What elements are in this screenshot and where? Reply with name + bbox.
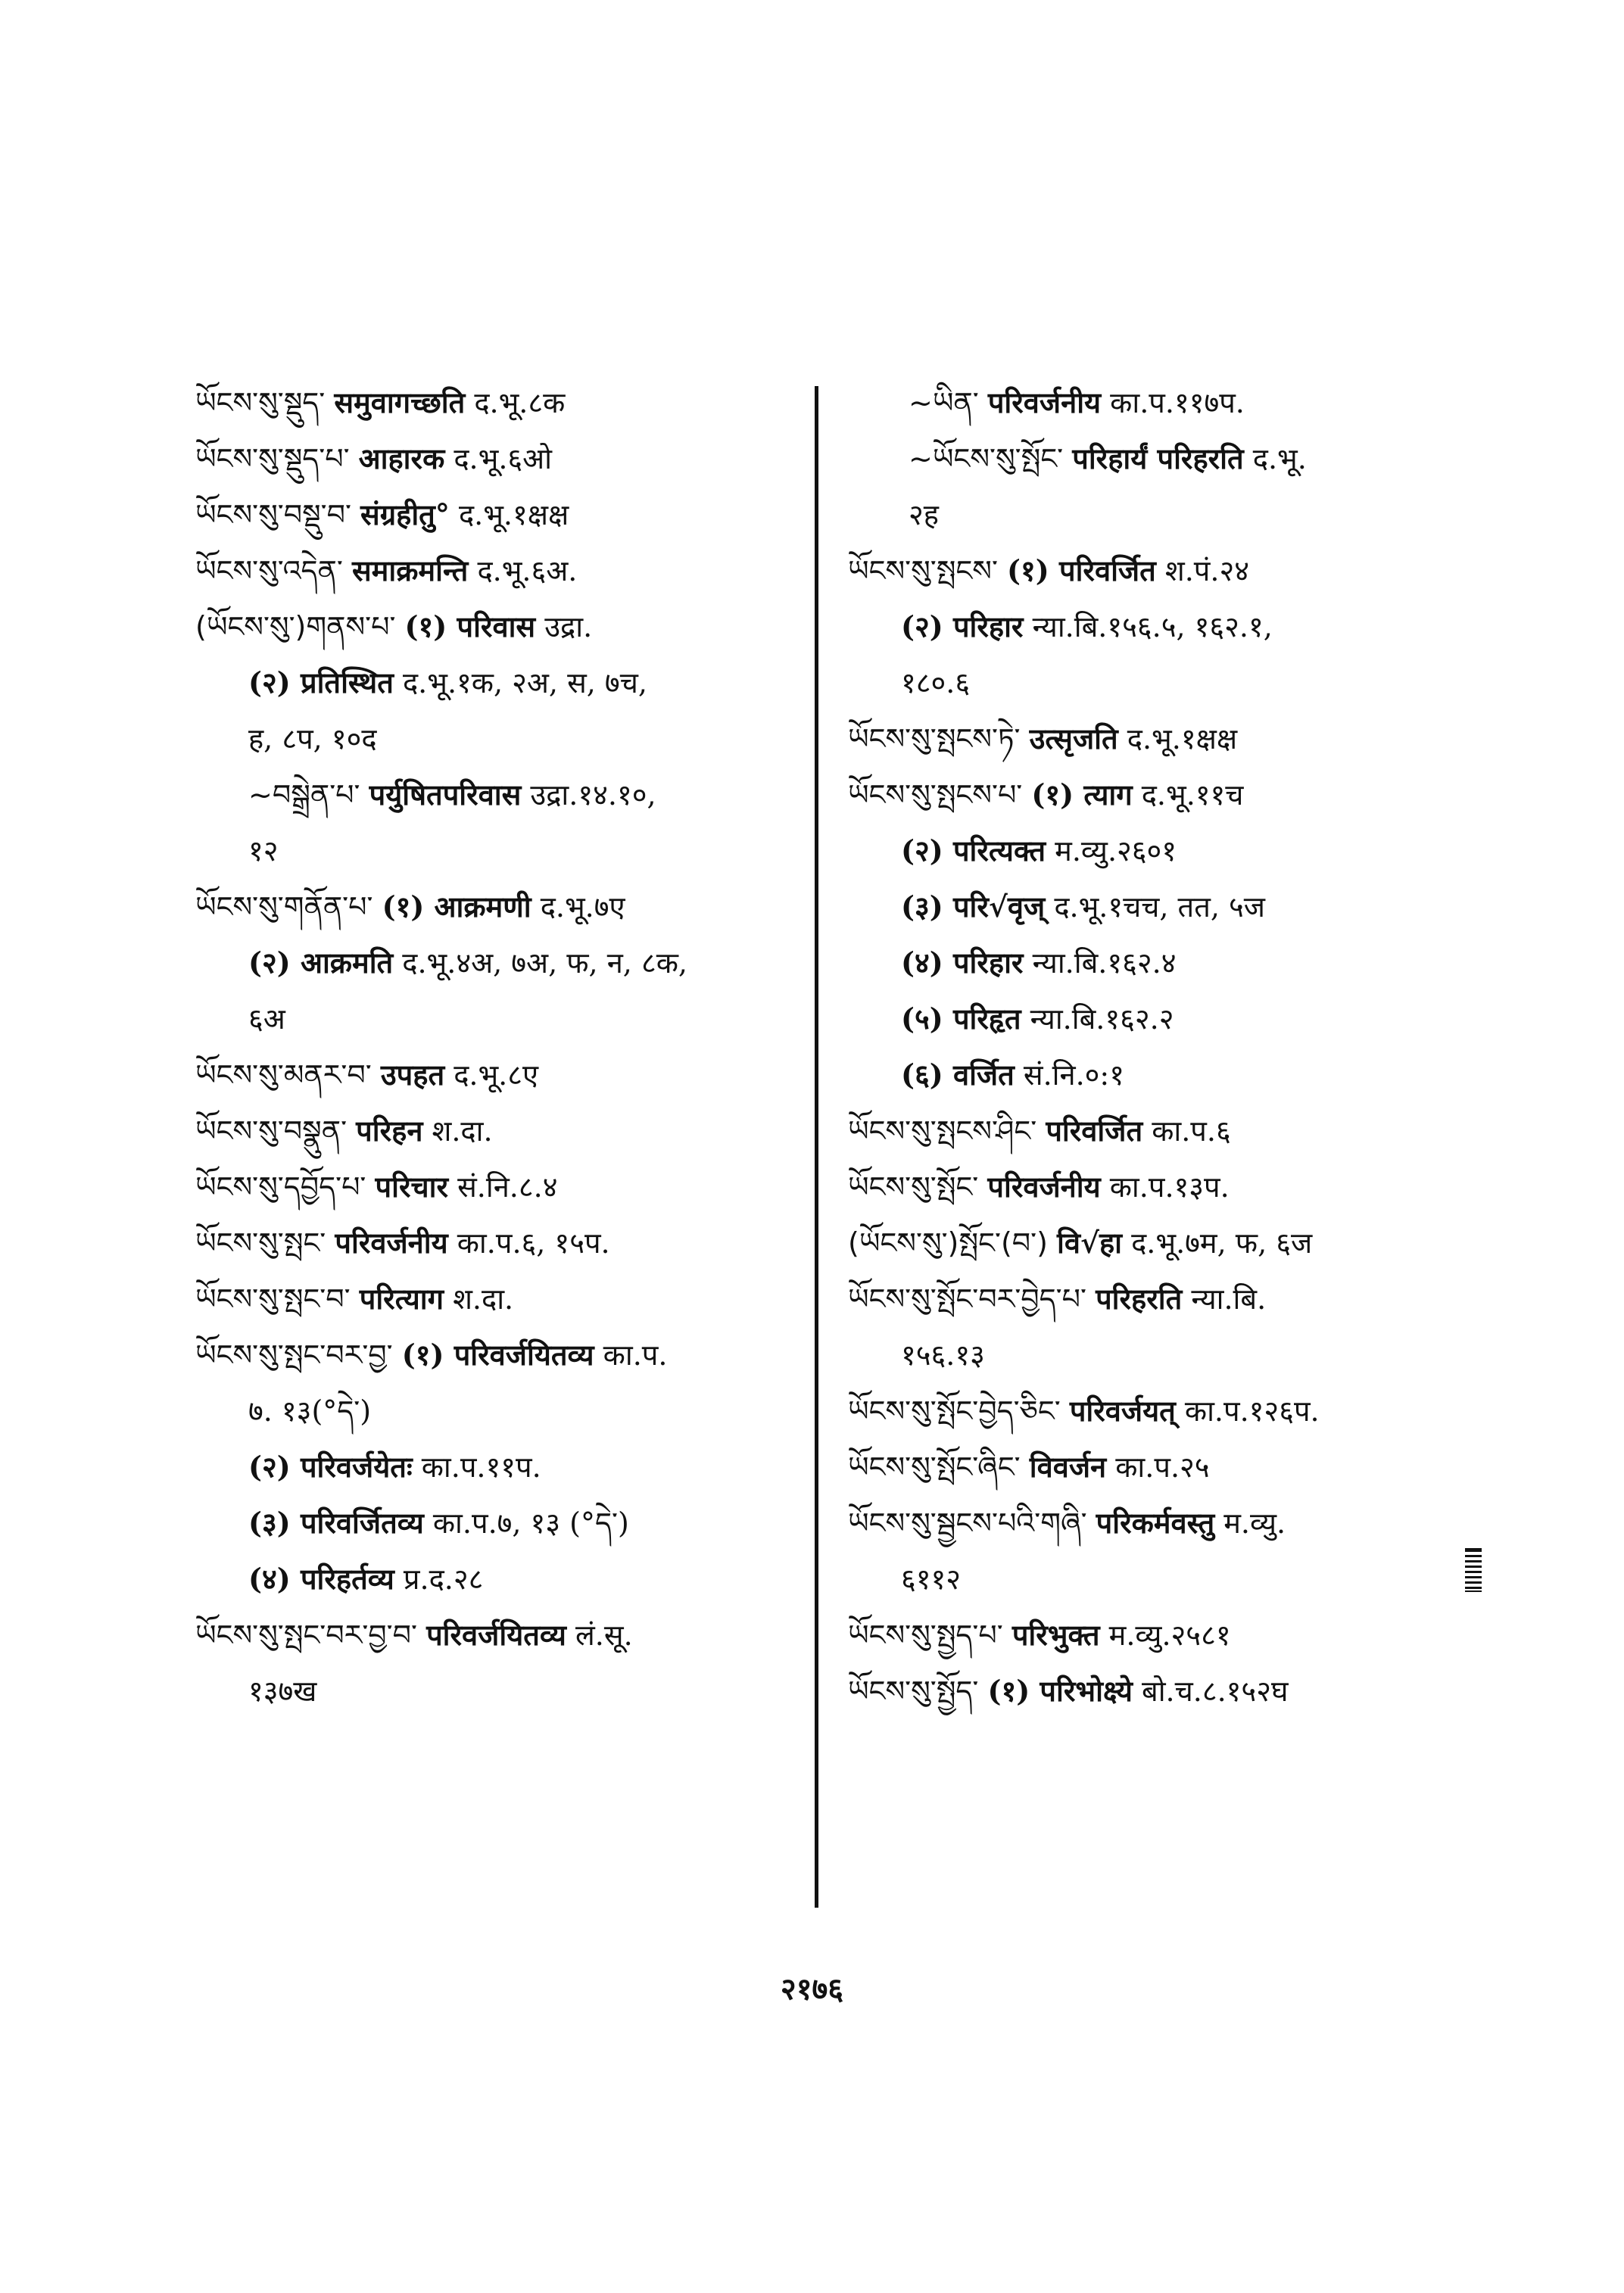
tibetan-headword: ཡོངས་སུ་སྡུད་པ་ bbox=[195, 442, 350, 475]
source-reference: का.प.११७प. bbox=[1110, 386, 1245, 419]
sanskrit-equivalent: वि√हा bbox=[1057, 1226, 1122, 1260]
tibetan-headword: ཡོངས་སུ་སྤང་ bbox=[195, 1226, 326, 1260]
dictionary-entry-line bbox=[195, 1663, 809, 1719]
source-reference: का.प.२५ bbox=[1115, 1450, 1210, 1484]
tibetan-headword: ~བསྒྲེན་པ་ bbox=[248, 778, 360, 812]
dictionary-entry-line bbox=[195, 1383, 809, 1439]
source-reference: द.भू.८ए bbox=[454, 1058, 539, 1092]
dictionary-entry-line bbox=[848, 823, 1461, 879]
source-reference: प्र.द.२८ bbox=[403, 1562, 484, 1596]
source-reference: उद्रा.१४.१०, bbox=[530, 778, 656, 812]
source-reference: २ह bbox=[909, 498, 939, 531]
dictionary-entry-line bbox=[848, 1607, 1461, 1663]
source-reference: द.भू.७म, फ, ६ज bbox=[1131, 1226, 1313, 1260]
source-reference: १३७ख bbox=[248, 1675, 317, 1708]
dictionary-entry-line bbox=[848, 1551, 1461, 1607]
tibetan-headword: ཡོངས་སུ་སྤོང་ཞིང་ bbox=[848, 1450, 1021, 1484]
dictionary-entry-line bbox=[195, 431, 809, 487]
source-reference: सं.नि.०:१ bbox=[1023, 1058, 1124, 1092]
source-reference: का.प.६, १५प. bbox=[457, 1226, 610, 1260]
source-reference: सं.नि.८.४ bbox=[457, 1170, 558, 1204]
dictionary-entry-line bbox=[195, 599, 809, 655]
source-reference: न्या.बि. bbox=[1191, 1282, 1267, 1316]
tibetan-headword: ཡོངས་སུ་སྤངས་པ་ bbox=[848, 778, 1023, 812]
tibetan-headword: ཡོངས་སུ་སྤོང་ bbox=[848, 1170, 979, 1204]
source-reference: लं.सू. bbox=[575, 1618, 633, 1652]
source-reference: ७. १३(°དེ་) bbox=[248, 1394, 372, 1428]
source-reference: ह, ८प, १०द bbox=[248, 722, 377, 756]
tibetan-headword: (ཡོངས་སུ་)གནས་པ་ bbox=[195, 610, 396, 643]
dictionary-entry-line bbox=[848, 599, 1461, 655]
dictionary-entry-line bbox=[848, 1159, 1461, 1215]
source-reference: का.प.१२६प. bbox=[1184, 1394, 1320, 1428]
sanskrit-equivalent: परिभुक्त bbox=[1011, 1618, 1100, 1652]
dictionary-entry-line bbox=[848, 375, 1461, 431]
tibetan-headword: ཡོངས་སུ་སྤང་བར་བྱ་བ་ bbox=[195, 1618, 417, 1652]
sanskrit-equivalent: परिहरति bbox=[1096, 1282, 1183, 1316]
tibetan-headword: ཡོངས་སུ་སྤྱོད་ bbox=[848, 1675, 979, 1708]
sanskrit-equivalent: (२) आक्रमति bbox=[248, 946, 394, 980]
sanskrit-equivalent: उत्सृजति bbox=[1029, 721, 1118, 756]
dictionary-entry-line bbox=[848, 1047, 1461, 1103]
sanskrit-equivalent: (२) परित्यक्त bbox=[901, 833, 1046, 868]
sanskrit-equivalent: (३) परिवर्जितव्य bbox=[248, 1506, 424, 1540]
dictionary-entry-line bbox=[848, 1439, 1461, 1495]
source-reference: उद्रा. bbox=[544, 610, 593, 643]
tibetan-headword: ཡོངས་སུ་འདེན་ bbox=[195, 554, 343, 587]
source-reference: १२ bbox=[248, 834, 279, 868]
source-reference: द.भू. bbox=[1252, 442, 1307, 475]
source-reference: न्या.बि.१५६.५, १६२.१, bbox=[1032, 610, 1273, 643]
dictionary-entry-line bbox=[195, 1047, 809, 1103]
tibetan-headword: ཡོངས་སུ་སྤངས་ཏེ་ bbox=[848, 722, 1021, 756]
source-reference: द.भू.१क्षक्ष bbox=[458, 498, 569, 531]
dictionary-entry-line bbox=[848, 1271, 1461, 1327]
left-column bbox=[195, 375, 809, 1719]
page-number: २१७६ bbox=[780, 1971, 844, 2007]
source-reference: १५६.१३ bbox=[901, 1338, 985, 1372]
tibetan-headword: ཡོངས་སུ་སྤོང་བྱེད་ཅིང་ bbox=[848, 1394, 1061, 1428]
sanskrit-equivalent: समुवागच्छति bbox=[334, 385, 466, 419]
sanskrit-equivalent: (२) परिवर्जयेतः bbox=[248, 1450, 413, 1484]
sanskrit-equivalent: (२) प्रतिस्थित bbox=[248, 665, 394, 699]
dictionary-entry-line bbox=[195, 375, 809, 431]
sanskrit-equivalent: (१) परिवर्जयितव्य bbox=[401, 1338, 594, 1372]
dictionary-entry-line bbox=[195, 767, 809, 823]
source-reference: म.व्यु.२६०१ bbox=[1055, 834, 1177, 868]
sanskrit-equivalent: परित्याग bbox=[359, 1282, 444, 1316]
sanskrit-equivalent: (२) परिहार bbox=[901, 609, 1024, 643]
dictionary-entry-line bbox=[848, 767, 1461, 823]
source-reference: म.व्यु.२५८१ bbox=[1108, 1618, 1231, 1652]
dictionary-entry-line bbox=[195, 711, 809, 767]
tibetan-headword: ཡོངས་སུ་བསྡུ་བ་ bbox=[195, 498, 351, 531]
tibetan-headword: ~ཡོངས་སུ་སྤོང་ bbox=[909, 442, 1064, 475]
sanskrit-equivalent: परिहन bbox=[356, 1114, 423, 1148]
tibetan-headword: ཡོངས་སུ་བསྣུན་ bbox=[195, 1114, 348, 1148]
tibetan-headword: ཡོངས་སུ་སྤངས་ཤིང་ bbox=[848, 1114, 1037, 1148]
dictionary-entry-line bbox=[195, 1159, 809, 1215]
dictionary-entry-line bbox=[848, 1663, 1461, 1719]
tibetan-headword: ཡོངས་སུ་སྡུད་ bbox=[195, 386, 326, 419]
tibetan-headword: (ཡོངས་སུ་)སྤོང་(བ་) bbox=[848, 1226, 1048, 1260]
sanskrit-equivalent: (१) परिभोक्ष्ये bbox=[987, 1674, 1133, 1708]
dictionary-entry-line bbox=[195, 487, 809, 543]
source-reference: का.प.६ bbox=[1152, 1114, 1231, 1148]
tibetan-headword: ཡོངས་སུ་སྤངས་ bbox=[848, 554, 998, 587]
source-reference: द.भू.१क, २अ, स, ७च, bbox=[402, 666, 647, 699]
column-divider bbox=[815, 386, 818, 1908]
source-reference: म.व्यु. bbox=[1223, 1506, 1286, 1540]
dictionary-entry-line bbox=[848, 1495, 1461, 1551]
sanskrit-equivalent: (६) वर्जित bbox=[901, 1058, 1015, 1092]
sanskrit-equivalent: परिवर्जनीय bbox=[335, 1226, 448, 1260]
sanskrit-equivalent: पर्युषितपरिवास bbox=[369, 777, 522, 812]
sanskrit-equivalent: परिवर्जित bbox=[1046, 1114, 1143, 1148]
dictionary-entry-line bbox=[848, 711, 1461, 767]
dictionary-entry-line bbox=[195, 879, 809, 935]
sanskrit-equivalent: (१) त्याग bbox=[1031, 777, 1133, 812]
source-reference: द.भू.६ओ bbox=[454, 442, 553, 475]
sanskrit-equivalent: संग्रहीतु° bbox=[360, 497, 450, 531]
source-reference: द.भू.७ए bbox=[540, 890, 625, 924]
sanskrit-equivalent: परिवर्जनीय bbox=[987, 385, 1102, 419]
dictionary-entry-line bbox=[195, 543, 809, 599]
tibetan-headword: ཡོངས་སུ་མནར་བ་ bbox=[195, 1058, 372, 1092]
source-reference: द.भू.१चच, तत, ५ज bbox=[1054, 890, 1265, 924]
dictionary-entry-line bbox=[195, 1103, 809, 1159]
dictionary-entry-line bbox=[195, 1495, 809, 1551]
dictionary-entry-line bbox=[848, 431, 1461, 487]
dictionary-entry-line bbox=[848, 1327, 1461, 1383]
source-reference: का.प.११प. bbox=[421, 1450, 541, 1484]
source-reference: का.प.७, १३ (°དེ་) bbox=[432, 1506, 629, 1540]
source-reference: द.भू.८क bbox=[474, 386, 566, 419]
margin-marker-icon bbox=[1465, 1548, 1482, 1592]
dictionary-entry-line bbox=[848, 1103, 1461, 1159]
source-reference: न्या.बि.१६२.४ bbox=[1032, 946, 1177, 980]
dictionary-entry-line bbox=[195, 1439, 809, 1495]
sanskrit-equivalent: विवर्जन bbox=[1029, 1450, 1107, 1484]
source-reference: बो.च.८.१५२घ bbox=[1142, 1675, 1289, 1708]
tibetan-headword: ཡོངས་སུ་སྤོང་བར་བྱེད་པ་ bbox=[848, 1282, 1086, 1316]
sanskrit-equivalent: परिवर्जनीय bbox=[987, 1170, 1101, 1204]
sanskrit-equivalent: परिकर्मवस्तु bbox=[1096, 1506, 1215, 1540]
tibetan-headword: ཡོངས་སུ་དབྱོད་པ་ bbox=[195, 1170, 366, 1204]
sanskrit-equivalent: आहारक bbox=[358, 441, 445, 475]
source-reference: का.प. bbox=[603, 1338, 668, 1372]
sanskrit-equivalent: (१) परिवर्जित bbox=[1007, 553, 1156, 587]
dictionary-entry-line bbox=[195, 655, 809, 711]
dictionary-entry-line bbox=[848, 1215, 1461, 1271]
sanskrit-equivalent: परिहार्यं परिहरति bbox=[1072, 441, 1244, 475]
sanskrit-equivalent: (४) परिहार bbox=[901, 946, 1024, 980]
dictionary-entry-line bbox=[195, 1215, 809, 1271]
source-reference: द.भू.४अ, ७अ, फ, न, ८क, bbox=[402, 946, 687, 980]
sanskrit-equivalent: (१) आक्रमणी bbox=[382, 889, 531, 924]
dictionary-entry-line bbox=[848, 1383, 1461, 1439]
dictionary-entry-line bbox=[195, 935, 809, 991]
dictionary-entry-line bbox=[848, 991, 1461, 1047]
source-reference: द.भू.१क्षक्ष bbox=[1127, 722, 1238, 756]
sanskrit-equivalent: उपहत bbox=[380, 1058, 445, 1092]
sanskrit-equivalent: समाक्रमन्ति bbox=[351, 553, 469, 587]
dictionary-entry-line bbox=[195, 823, 809, 879]
tibetan-headword: ~ཡིན་ bbox=[909, 386, 979, 419]
dictionary-entry-line bbox=[195, 1271, 809, 1327]
tibetan-headword: ཡོངས་སུ་སྤྱད་པ་ bbox=[848, 1618, 1003, 1652]
source-reference: का.प.१३प. bbox=[1109, 1170, 1230, 1204]
sanskrit-equivalent: परिवर्जयत् bbox=[1069, 1394, 1176, 1428]
source-reference: श.दा. bbox=[453, 1282, 514, 1316]
source-reference: न्या.बि.१६२.२ bbox=[1030, 1002, 1174, 1036]
dictionary-entry-line bbox=[848, 879, 1461, 935]
source-reference: श.पं.२४ bbox=[1164, 554, 1249, 587]
dictionary-entry-line bbox=[848, 935, 1461, 991]
tibetan-headword: ཡོངས་སུ་སྤང་བར་བྱ་ bbox=[195, 1338, 393, 1372]
sanskrit-equivalent: (१) परिवास bbox=[404, 609, 536, 643]
source-reference: १८०.६ bbox=[901, 666, 971, 699]
source-reference: श.दा. bbox=[432, 1114, 493, 1148]
sanskrit-equivalent: (४) परिहर्तव्य bbox=[248, 1562, 394, 1596]
right-column bbox=[848, 375, 1461, 1719]
source-reference: ६अ bbox=[248, 1002, 285, 1036]
dictionary-entry-line bbox=[195, 991, 809, 1047]
source-reference: द.भू.६अ. bbox=[477, 554, 578, 587]
tibetan-headword: ཡོངས་སུ་གནོན་པ་ bbox=[195, 890, 373, 924]
source-reference: द.भू.११च bbox=[1141, 778, 1244, 812]
dictionary-entry-line bbox=[195, 1551, 809, 1607]
sanskrit-equivalent: (५) परिहृत bbox=[901, 1002, 1021, 1036]
dictionary-entry-line bbox=[195, 1607, 809, 1663]
dictionary-entry-line bbox=[848, 487, 1461, 543]
sanskrit-equivalent: (३) परि√वृज् bbox=[901, 889, 1046, 924]
sanskrit-equivalent: परिचार bbox=[375, 1170, 448, 1204]
sanskrit-equivalent: परिवर्जयितव्य bbox=[426, 1618, 566, 1652]
tibetan-headword: ཡོངས་སུ་སྦྱངས་པའི་གཞི་ bbox=[848, 1506, 1087, 1540]
dictionary-entry-line bbox=[848, 543, 1461, 599]
tibetan-headword: ཡོངས་སུ་སྤང་བ་ bbox=[195, 1282, 351, 1316]
dictionary-entry-line bbox=[195, 1327, 809, 1383]
dictionary-entry-line bbox=[848, 655, 1461, 711]
source-reference: ६११२ bbox=[901, 1562, 962, 1596]
